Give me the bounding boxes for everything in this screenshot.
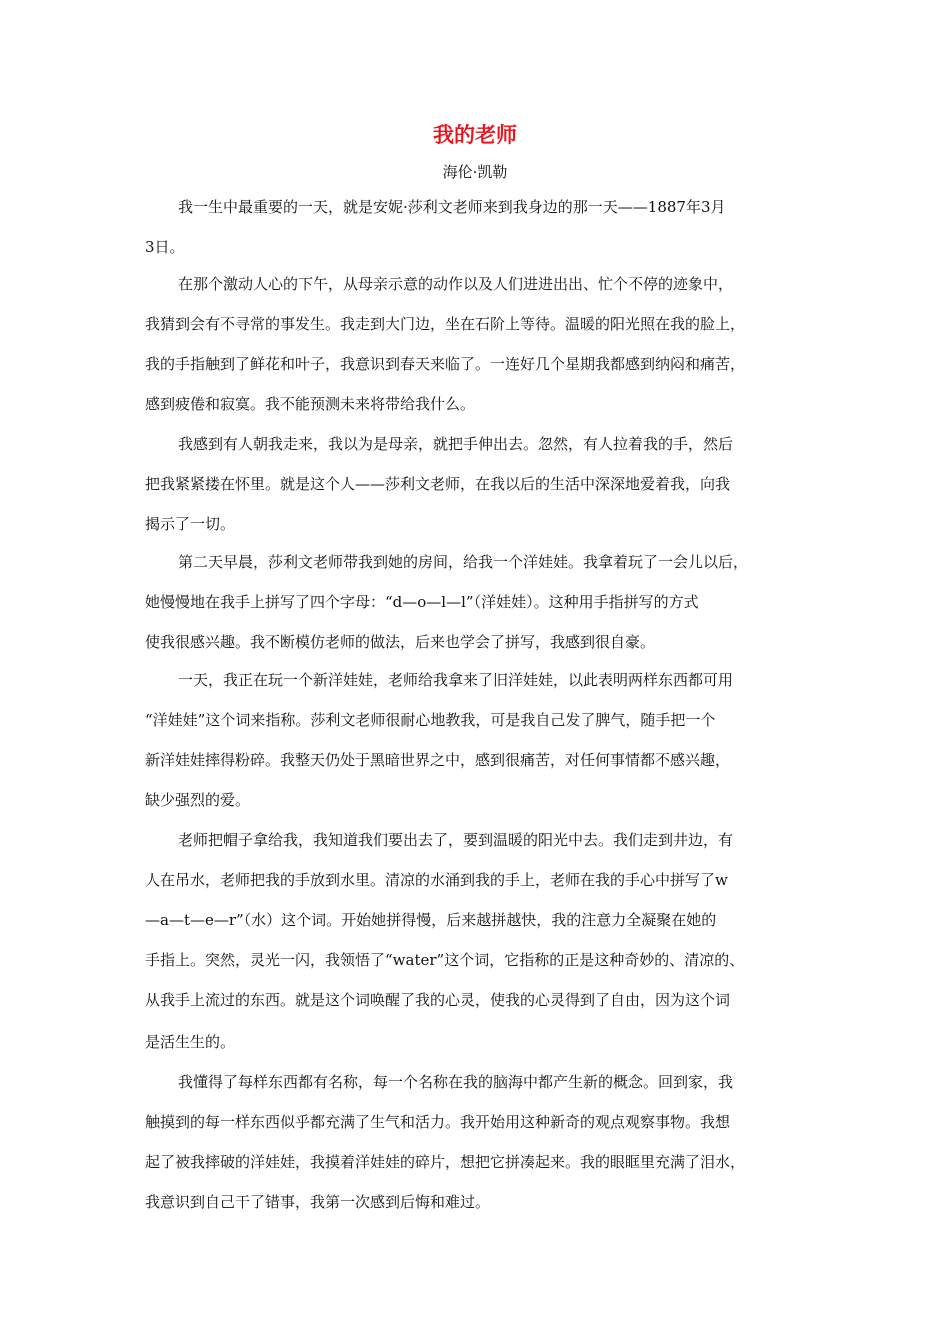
text-line: 她慢慢地在我手上拼写了四个字母：“d—o—l—l”（洋娃娃）。这种用手指拼写的方式: [145, 593, 699, 611]
text-line: 把我紧紧搂在怀里。就是这个人——莎利文老师，在我以后的生活中深深地爱着我，向我: [145, 475, 731, 493]
text-line: 手指上。突然，灵光一闪，我领悟了“water”这个词，它指称的正是这种奇妙的、清凉的、: [145, 951, 745, 969]
text-line: 我意识到自己干了错事，我第一次感到后悔和难过。: [145, 1193, 491, 1211]
text-line: 老师把帽子拿给我，我知道我们要出去了，要到温暖的阳光中去。我们走到井边，有: [178, 831, 734, 849]
text-line: 一天，我正在玩一个新洋娃娃，老师给我拿来了旧洋娃娃，以此表明两样东西都可用: [178, 671, 734, 689]
text-line: 我一生中最重要的一天，就是安妮·莎利文老师来到我身边的那一天——1887年3月: [178, 198, 726, 216]
text-line: 触摸到的每一样东西似乎都充满了生气和活力。我开始用这种新奇的观点观察事物。我想: [145, 1113, 731, 1131]
text-line: 感到疲倦和寂寞。我不能预测未来将带给我什么。: [145, 395, 476, 413]
text-line: —a—t—e—r”（水）这个词。开始她拼得慢，后来越拼越快，我的注意力全凝聚在她的: [145, 911, 717, 929]
document-title: 我的老师: [433, 122, 517, 147]
text-line: “洋娃娃”这个词来指称。莎利文老师很耐心地教我，可是我自己发了脾气，随手把一个: [145, 711, 716, 729]
text-line: 我感到有人朝我走来，我以为是母亲，就把手伸出去。忽然，有人拉着我的手，然后: [178, 435, 734, 453]
text-line: 在那个激动人心的下午，从母亲示意的动作以及人们进进出出、忙个不停的迹象中，: [178, 275, 734, 293]
text-line: 缺少强烈的爱。: [145, 791, 251, 809]
text-line: 人在吊水，老师把我的手放到水里。清凉的水涌到我的手上，老师在我的手心中拼写了w: [145, 871, 728, 889]
text-line: 我猜到会有不寻常的事发生。我走到大门边，坐在石阶上等待。温暖的阳光照在我的脸上，: [145, 315, 746, 333]
text-line: 起了被我摔破的洋娃娃，我摸着洋娃娃的碎片，想把它拼凑起来。我的眼眶里充满了泪水，: [145, 1153, 746, 1171]
document-author: 海伦·凯勒: [442, 163, 508, 181]
text-line: 我懂得了每样东西都有名称，每一个名称在我的脑海中都产生新的概念。回到家，我: [178, 1073, 734, 1091]
text-line: 我的手指触到了鲜花和叶子，我意识到春天来临了。一连好几个星期我都感到纳闷和痛苦，: [145, 355, 746, 373]
text-line: 3日。: [145, 238, 185, 256]
text-line: 第二天早晨，莎利文老师带我到她的房间，给我一个洋娃娃。我拿着玩了一会儿以后，: [178, 553, 749, 571]
text-line: 使我很感兴趣。我不断模仿老师的做法，后来也学会了拼写，我感到很自豪。: [145, 633, 656, 651]
text-line: 揭示了一切。: [145, 515, 236, 533]
text-line: 从我手上流过的东西。就是这个词唤醒了我的心灵，使我的心灵得到了自由，因为这个词: [145, 991, 731, 1009]
text-line: 是活生生的。: [145, 1033, 236, 1051]
text-line: 新洋娃娃摔得粉碎。我整天仍处于黑暗世界之中，感到很痛苦，对任何事情都不感兴趣，: [145, 751, 731, 769]
